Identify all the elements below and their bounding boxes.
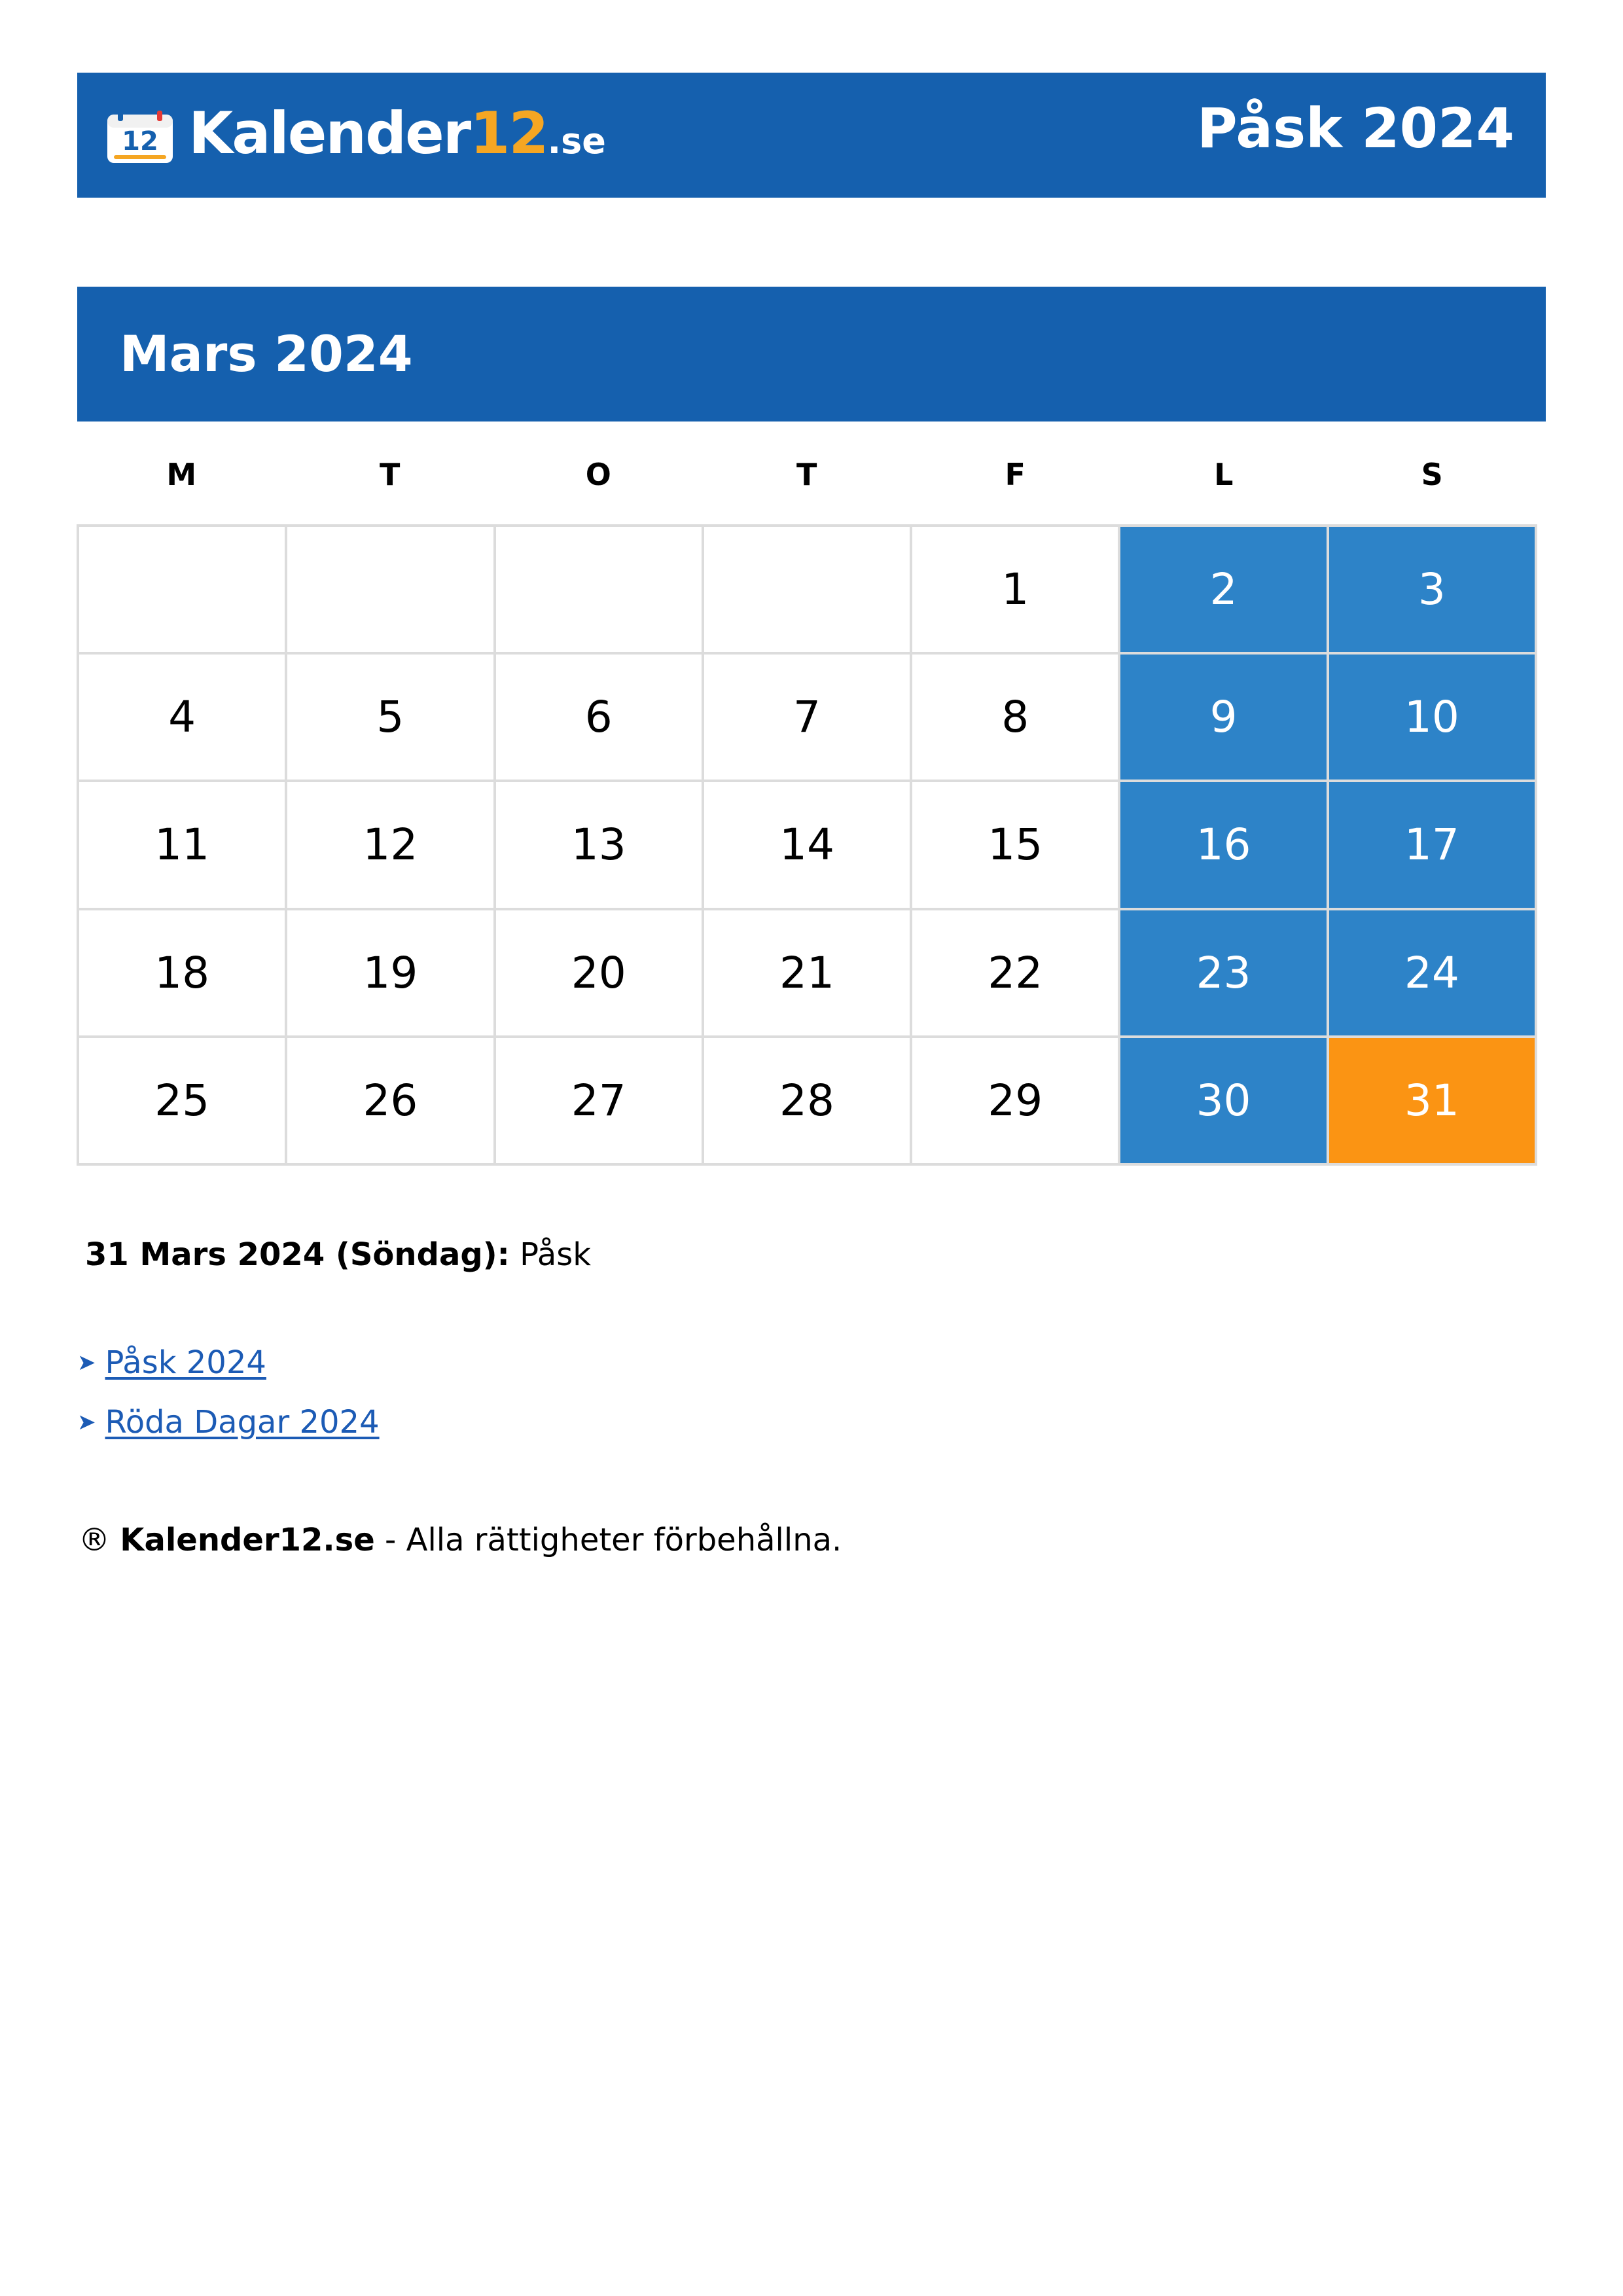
day-cell[interactable]: 14	[704, 782, 912, 910]
day-cell[interactable]: 2	[1120, 527, 1329, 655]
day-cell[interactable]: 17	[1329, 782, 1537, 910]
day-cell[interactable]: 24	[1329, 910, 1537, 1038]
day-cell[interactable]: 19	[287, 910, 495, 1038]
day-cell[interactable]: 7	[704, 655, 912, 782]
site-logo[interactable]	[105, 99, 606, 167]
weekday-header-row	[77, 452, 1537, 497]
brand-prefix: Kalender	[188, 99, 471, 167]
day-cell[interactable]: 28	[704, 1038, 912, 1166]
holiday-date: 31 Mars 2024 (Söndag):	[85, 1236, 510, 1273]
footer-text: - Alla rättigheter förbehållna.	[374, 1522, 842, 1558]
day-cell[interactable]: 22	[912, 910, 1120, 1038]
day-cell[interactable]: 29	[912, 1038, 1120, 1166]
weekday-label: S	[1421, 457, 1443, 492]
day-cell[interactable]: 5	[287, 655, 495, 782]
arrow-right-icon: ➤	[77, 1349, 96, 1376]
day-cell[interactable]: 11	[79, 782, 287, 910]
empty-day-cell	[79, 527, 287, 655]
page-title: Påsk 2024	[1197, 96, 1514, 160]
day-cell[interactable]: 10	[1329, 655, 1537, 782]
link-roda-dagar-2024[interactable]: Röda Dagar 2024	[105, 1403, 380, 1441]
brand-tld: .se	[547, 120, 606, 162]
day-cell[interactable]: 6	[496, 655, 704, 782]
day-cell[interactable]: 31	[1329, 1038, 1537, 1166]
day-cell[interactable]: 15	[912, 782, 1120, 910]
page-header	[77, 73, 1546, 198]
footer-brand: Kalender12.se	[120, 1522, 375, 1558]
related-links	[77, 1333, 380, 1452]
logo-number: 12	[122, 126, 158, 156]
day-cell[interactable]: 30	[1120, 1038, 1329, 1166]
footer	[79, 1517, 842, 1563]
day-cell[interactable]: 4	[79, 655, 287, 782]
day-cell[interactable]: 23	[1120, 910, 1329, 1038]
empty-day-cell	[287, 527, 495, 655]
empty-day-cell	[704, 527, 912, 655]
month-header	[77, 287, 1546, 422]
weekday-label: F	[1005, 457, 1026, 492]
day-cell[interactable]: 1	[912, 527, 1120, 655]
day-cell[interactable]: 8	[912, 655, 1120, 782]
weekday-label: L	[1214, 457, 1234, 492]
calendar-grid	[77, 524, 1537, 1166]
day-cell[interactable]: 18	[79, 910, 287, 1038]
day-cell[interactable]: 12	[287, 782, 495, 910]
link-item	[77, 1392, 380, 1452]
day-cell[interactable]: 3	[1329, 527, 1537, 655]
day-cell[interactable]: 20	[496, 910, 704, 1038]
weekday-label: T	[380, 457, 401, 492]
day-cell[interactable]: 26	[287, 1038, 495, 1166]
link-item	[77, 1333, 380, 1392]
empty-day-cell	[496, 527, 704, 655]
calendar-logo-icon	[105, 109, 175, 166]
brand-name	[188, 99, 606, 171]
day-cell[interactable]: 9	[1120, 655, 1329, 782]
weekday-label: M	[166, 457, 197, 492]
holiday-name: Påsk	[520, 1236, 592, 1273]
weekday-label: T	[796, 457, 817, 492]
link-pask-2024[interactable]: Påsk 2024	[105, 1344, 266, 1381]
day-cell[interactable]: 16	[1120, 782, 1329, 910]
weekday-label: O	[585, 457, 611, 492]
day-cell[interactable]: 13	[496, 782, 704, 910]
day-cell[interactable]: 21	[704, 910, 912, 1038]
holiday-note	[85, 1232, 591, 1278]
arrow-right-icon: ➤	[77, 1408, 96, 1435]
brand-accent: 12	[470, 99, 548, 167]
day-cell[interactable]: 27	[496, 1038, 704, 1166]
day-cell[interactable]: 25	[79, 1038, 287, 1166]
registered-symbol: ®	[79, 1522, 110, 1558]
month-title: Mars 2024	[120, 325, 413, 383]
